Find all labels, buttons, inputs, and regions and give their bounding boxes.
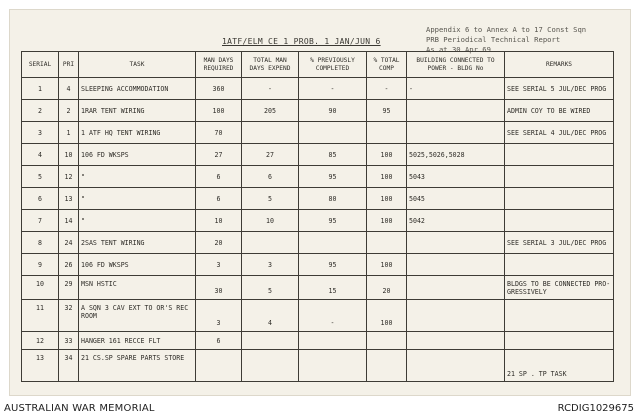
cell-building: 5025,5026,5028 — [407, 144, 505, 166]
cell-building — [407, 232, 505, 254]
cell-total-man-days: - — [242, 78, 299, 100]
cell-total-comp: 95 — [367, 100, 407, 122]
table-row — [22, 100, 614, 122]
source-label: AUSTRALIAN WAR MEMORIAL — [4, 403, 155, 414]
cell-total-man-days: 5 — [242, 188, 299, 210]
archive-caption — [0, 399, 640, 419]
cell-task: MSN HSTIC — [79, 276, 196, 300]
header-man-days: MAN DAYS REQUIRED — [196, 52, 242, 78]
appendix-line: PRB Periodical Technical Report — [426, 35, 561, 44]
cell-total-man-days: 27 — [242, 144, 299, 166]
cell-man-days: 3 — [196, 300, 242, 332]
table-row — [22, 188, 614, 210]
header-building: BUILDING CONNECTED TO POWER - BLDG No — [407, 52, 505, 78]
reference-number: RCDIG1029675 — [557, 403, 634, 414]
cell-total-man-days — [242, 232, 299, 254]
cell-pri: 10 — [59, 144, 79, 166]
cell-task: 2SAS TENT WIRING — [79, 232, 196, 254]
cell-man-days: 10 — [196, 210, 242, 232]
cell-previously-completed: 85 — [299, 144, 367, 166]
table-row — [22, 300, 614, 332]
cell-pri: 29 — [59, 276, 79, 300]
cell-total-comp: - — [367, 78, 407, 100]
cell-building — [407, 300, 505, 332]
cell-remarks: 21 SP . TP TASK — [505, 350, 614, 382]
cell-task: " — [79, 210, 196, 232]
cell-total-man-days: 10 — [242, 210, 299, 232]
cell-building: 5045 — [407, 188, 505, 210]
header-pri: PRI — [59, 52, 79, 78]
cell-task: SLEEPING ACCOMMODATION — [79, 78, 196, 100]
cell-serial: 1 — [22, 78, 59, 100]
cell-man-days: 20 — [196, 232, 242, 254]
cell-total-comp: 100 — [367, 166, 407, 188]
cell-total-comp: 100 — [367, 300, 407, 332]
cell-previously-completed — [299, 332, 367, 350]
cell-remarks — [505, 210, 614, 232]
table-row — [22, 332, 614, 350]
table-row — [22, 78, 614, 100]
cell-total-comp — [367, 350, 407, 382]
cell-remarks — [505, 254, 614, 276]
cell-serial: 3 — [22, 122, 59, 144]
cell-remarks — [505, 300, 614, 332]
cell-serial: 13 — [22, 350, 59, 382]
cell-total-comp — [367, 332, 407, 350]
table-header-row — [22, 52, 614, 78]
cell-building: 5042 — [407, 210, 505, 232]
cell-remarks: ADMIN COY TO BE WIRED — [505, 100, 614, 122]
cell-building — [407, 254, 505, 276]
appendix-line: As at 30 Apr 69 — [426, 45, 491, 54]
cell-total-comp — [367, 232, 407, 254]
cell-previously-completed — [299, 122, 367, 144]
cell-serial: 11 — [22, 300, 59, 332]
cell-man-days — [196, 350, 242, 382]
cell-pri: 33 — [59, 332, 79, 350]
cell-man-days: 70 — [196, 122, 242, 144]
cell-building — [407, 122, 505, 144]
cell-serial: 8 — [22, 232, 59, 254]
cell-serial: 6 — [22, 188, 59, 210]
cell-pri: 2 — [59, 100, 79, 122]
cell-building: 5043 — [407, 166, 505, 188]
cell-total-man-days: 5 — [242, 276, 299, 300]
cell-task: A SQN 3 CAV EXT TO OR'S REC ROOM — [79, 300, 196, 332]
cell-building: - — [407, 78, 505, 100]
cell-serial: 9 — [22, 254, 59, 276]
cell-previously-completed: 80 — [299, 188, 367, 210]
cell-man-days: 6 — [196, 188, 242, 210]
cell-building — [407, 100, 505, 122]
cell-pri: 4 — [59, 78, 79, 100]
cell-task: 1 ATF HQ TENT WIRING — [79, 122, 196, 144]
table-row — [22, 144, 614, 166]
cell-total-man-days: 3 — [242, 254, 299, 276]
table-row — [22, 210, 614, 232]
cell-serial: 12 — [22, 332, 59, 350]
header-total-comp: % TOTAL COMP — [367, 52, 407, 78]
header-task: TASK — [79, 52, 196, 78]
cell-remarks: SEE SERIAL 3 JUL/DEC PROG — [505, 232, 614, 254]
header-total-man-days: TOTAL MAN DAYS EXPEND — [242, 52, 299, 78]
cell-pri: 12 — [59, 166, 79, 188]
task-table — [21, 51, 614, 382]
cell-total-comp: 100 — [367, 144, 407, 166]
cell-total-man-days: 6 — [242, 166, 299, 188]
cell-previously-completed — [299, 350, 367, 382]
cell-serial: 7 — [22, 210, 59, 232]
header-previously-completed: % PREVIOUSLY COMPLETED — [299, 52, 367, 78]
cell-previously-completed: - — [299, 78, 367, 100]
cell-total-man-days — [242, 332, 299, 350]
document-title: 1ATF/ELM CE 1 PROB. 1 JAN/JUN 6 — [222, 37, 381, 46]
cell-task: " — [79, 166, 196, 188]
cell-pri: 1 — [59, 122, 79, 144]
cell-previously-completed: - — [299, 300, 367, 332]
cell-total-man-days — [242, 122, 299, 144]
cell-total-man-days — [242, 350, 299, 382]
cell-man-days: 6 — [196, 332, 242, 350]
table-row — [22, 166, 614, 188]
cell-total-comp: 100 — [367, 210, 407, 232]
cell-task: 106 FD WKSPS — [79, 254, 196, 276]
cell-serial: 2 — [22, 100, 59, 122]
table-row — [22, 276, 614, 300]
cell-remarks: SEE SERIAL 5 JUL/DEC PROG — [505, 78, 614, 100]
cell-man-days: 6 — [196, 166, 242, 188]
table-row — [22, 232, 614, 254]
cell-pri: 32 — [59, 300, 79, 332]
header-serial: SERIAL — [22, 52, 59, 78]
cell-total-comp: 100 — [367, 254, 407, 276]
cell-previously-completed — [299, 232, 367, 254]
cell-pri: 13 — [59, 188, 79, 210]
cell-remarks: BLDGS TO BE CONNECTED PRO-GRESSIVELY — [505, 276, 614, 300]
cell-serial: 10 — [22, 276, 59, 300]
cell-man-days: 27 — [196, 144, 242, 166]
cell-total-man-days: 4 — [242, 300, 299, 332]
cell-task: 1RAR TENT WIRING — [79, 100, 196, 122]
cell-total-comp — [367, 122, 407, 144]
cell-man-days: 3 — [196, 254, 242, 276]
appendix-line: Appendix 6 to Annex A to 17 Const Sqn — [426, 25, 587, 34]
cell-pri: 26 — [59, 254, 79, 276]
cell-serial: 5 — [22, 166, 59, 188]
cell-previously-completed: 95 — [299, 166, 367, 188]
cell-pri: 14 — [59, 210, 79, 232]
cell-previously-completed: 95 — [299, 210, 367, 232]
cell-total-comp: 100 — [367, 188, 407, 210]
cell-remarks: SEE SERIAL 4 JUL/DEC PROG — [505, 122, 614, 144]
cell-task: 21 CS.SP SPARE PARTS STORE — [79, 350, 196, 382]
cell-building — [407, 350, 505, 382]
cell-previously-completed: 95 — [299, 254, 367, 276]
cell-task: " — [79, 188, 196, 210]
cell-remarks — [505, 188, 614, 210]
cell-building — [407, 276, 505, 300]
cell-remarks — [505, 332, 614, 350]
cell-man-days: 100 — [196, 100, 242, 122]
cell-task: HANGER 161 RECCE FLT — [79, 332, 196, 350]
cell-previously-completed: 90 — [299, 100, 367, 122]
cell-man-days: 360 — [196, 78, 242, 100]
cell-total-man-days: 205 — [242, 100, 299, 122]
cell-previously-completed: 15 — [299, 276, 367, 300]
cell-pri: 24 — [59, 232, 79, 254]
cell-remarks — [505, 144, 614, 166]
cell-pri: 34 — [59, 350, 79, 382]
cell-task: 106 FD WKSPS — [79, 144, 196, 166]
table-row — [22, 254, 614, 276]
cell-building — [407, 332, 505, 350]
cell-man-days: 30 — [196, 276, 242, 300]
table-row — [22, 122, 614, 144]
cell-total-comp: 20 — [367, 276, 407, 300]
cell-remarks — [505, 166, 614, 188]
table-row — [22, 350, 614, 382]
header-remarks: REMARKS — [505, 52, 614, 78]
cell-serial: 4 — [22, 144, 59, 166]
